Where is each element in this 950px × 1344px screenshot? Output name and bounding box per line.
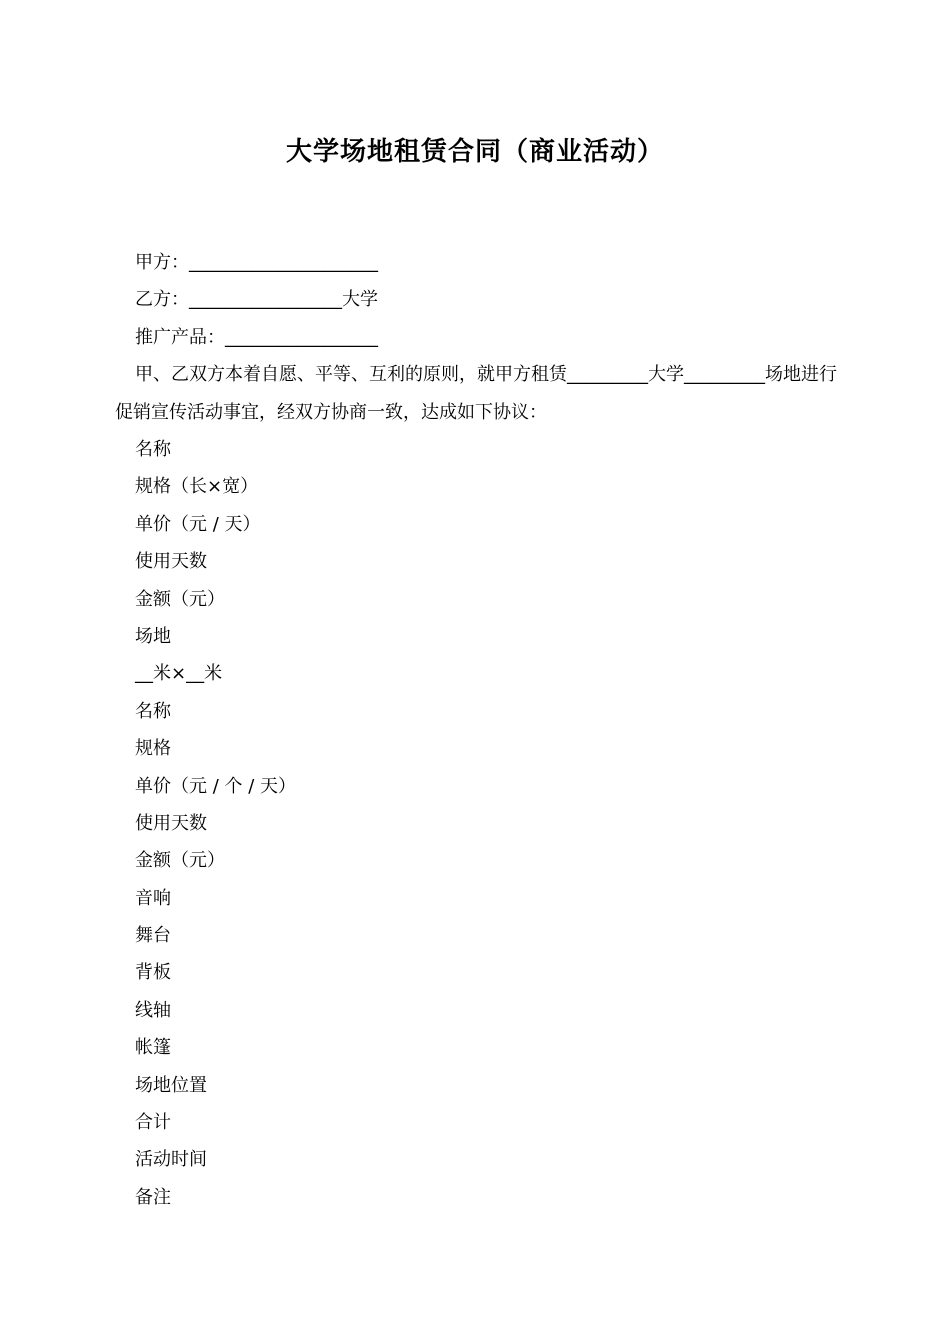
item-line: 金额（元） — [135, 850, 225, 872]
item-line: 规格 — [135, 738, 171, 760]
item-line: 背板 — [135, 962, 171, 984]
item-line: 音响 — [135, 887, 171, 909]
item-line: 金额（元） — [135, 588, 225, 610]
item-line: 场地位置 — [135, 1074, 207, 1096]
item-line: 单价（元 / 个 / 天） — [135, 775, 297, 797]
item-line: 规格（长×宽） — [135, 476, 259, 498]
item-line: 活动时间 — [135, 1149, 207, 1171]
intro-paragraph: 甲、乙双方本着自愿、平等、互利的原则，就甲方租赁_________大学_________场地进行促销宣传活动事宜，经双方协商一致，达成如下协议： — [115, 364, 837, 423]
party-b-line: 乙方：_________________大学 — [135, 289, 378, 311]
item-line: __米×__米 — [135, 663, 223, 685]
item-line: 舞台 — [135, 925, 171, 947]
item-line: 合计 — [135, 1112, 171, 1134]
item-line: 备注 — [135, 1186, 171, 1208]
item-line: 使用天数 — [135, 812, 207, 834]
item-line: 单价（元 / 天） — [135, 513, 261, 535]
item-line: 名称 — [135, 438, 171, 460]
document-body — [115, 244, 837, 1216]
party-a-line: 甲方：_____________________ — [135, 252, 378, 273]
item-line: 场地 — [135, 625, 171, 647]
item-line: 名称 — [135, 700, 171, 722]
product-line: 推广产品：_________________ — [135, 326, 378, 348]
item-line: 使用天数 — [135, 551, 207, 573]
document-title: 大学场地租赁合同（商业活动） — [285, 137, 664, 167]
item-line: 帐篷 — [135, 1037, 171, 1059]
item-line: 线轴 — [135, 999, 171, 1021]
